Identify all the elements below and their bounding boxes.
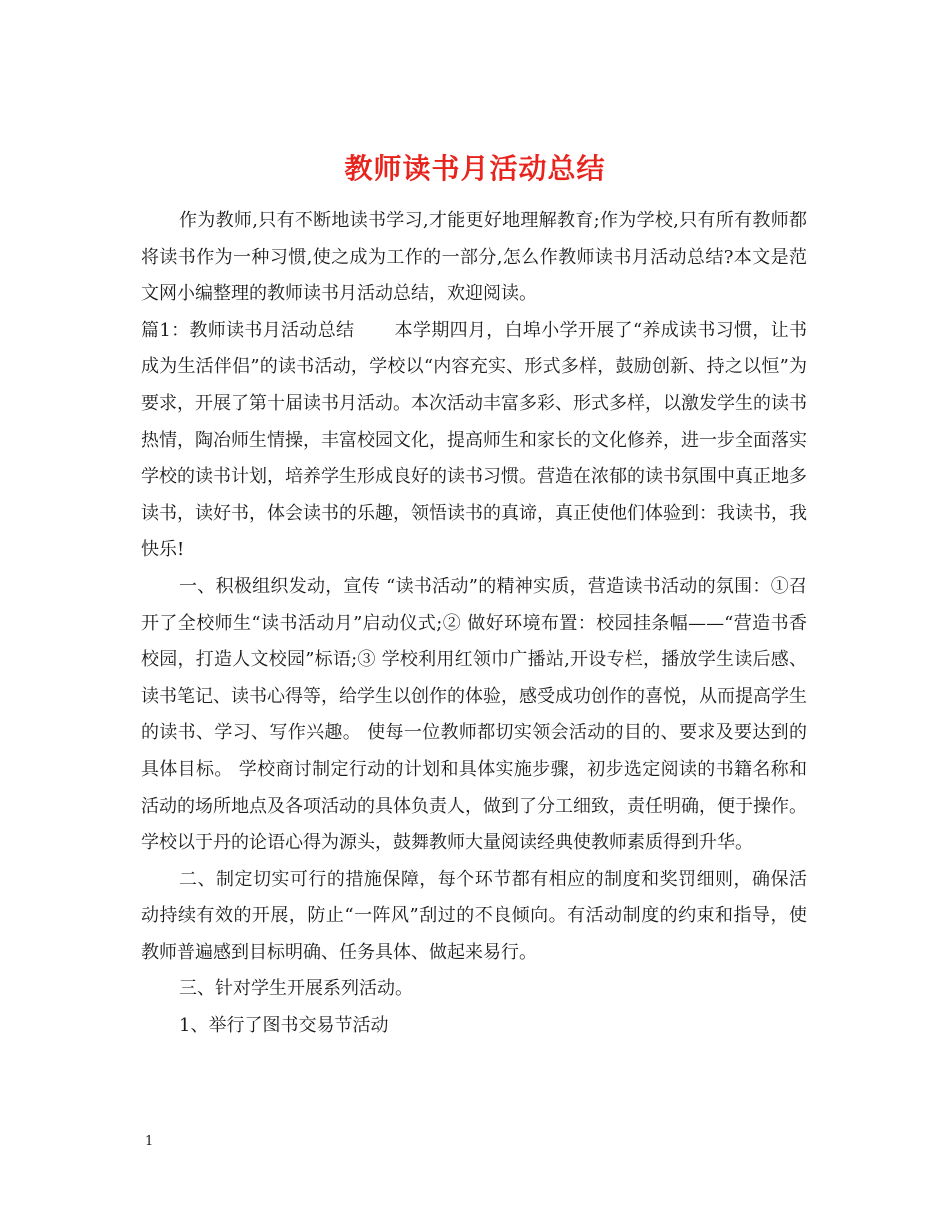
- document-title: 教师读书月活动总结: [344, 151, 606, 185]
- item-1-heading: 1、举行了图书交易节活动: [179, 1015, 389, 1037]
- section-3-heading: 三、针对学生开展系列活动。: [179, 978, 413, 1000]
- section-2-paragraph: 二、制定切实可行的措施保障，每个环节都有相应的制度和奖罚细则，确保活动持续有效的开展，防止“一阵风”刮过的不良倾向。有活动制度的约束和指导，使教师普遍感到目标明确、任务具体、做起来易行。: [141, 868, 807, 963]
- article-lead: 本学期四月，白埠小学开展了“养成读书习惯，让书成为生活伴侣”的读书活动，学校以“内容充实、形式多样，鼓励创新、持之以恒”为要求，开展了第十届读书月活动。本次活动丰富多彩、形式多样，以激发学生的读书热情，陶冶师生情操，丰富校园文化，提高师生和家长的文化修养，进一步全面落实学校的读书计划，培养学生形成良好的读书习惯。营造在浓郁的读书氛围中真正地多读书，读好书，体会读书的乐趣，领悟读书的真谛，真正使他们体验到：我读书，我快乐!: [141, 319, 807, 561]
- section-1-paragraph: 一、积极组织发动，宣传 “读书活动”的精神实质，营造读书活动的氛围：①召开了全校师生“读书活动月”启动仪式;② 做好环境布置：校园挂条幅——“营造书香校园，打造人文校园”标语;③ 学校利用红领巾广播站,开设专栏，播放学生读后感、读书笔记、读书心得等，给学生以创作的体验，感受成功创作的喜悦，从而提高学生的读书、学习、写作兴趣。 使每一位教师都切实领会活动的目的、要求及要达到的具体目标。 学校商讨制定行动的计划和具体实施步骤，初步选定阅读的书籍名称和活动的场所地点及各项活动的具体负责人，做到了分工细致，责任明确，便于操作。学校以于丹的论语心得为源头，鼓舞教师大量阅读经典使教师素质得到升华。: [141, 575, 807, 854]
- document-body: [141, 203, 807, 1045]
- article-paragraph: [141, 313, 807, 569]
- page-number: 1: [145, 1134, 154, 1149]
- intro-paragraph: 作为教师,只有不断地读书学习,才能更好地理解教育;作为学校,只有所有教师都将读书作为一种习惯,使之成为工作的一部分,怎么作教师读书月活动总结?本文是范文网小编整理的教师读书月活动总结，欢迎阅读。: [141, 210, 807, 305]
- article-heading: 篇1：教师读书月活动总结: [141, 319, 355, 341]
